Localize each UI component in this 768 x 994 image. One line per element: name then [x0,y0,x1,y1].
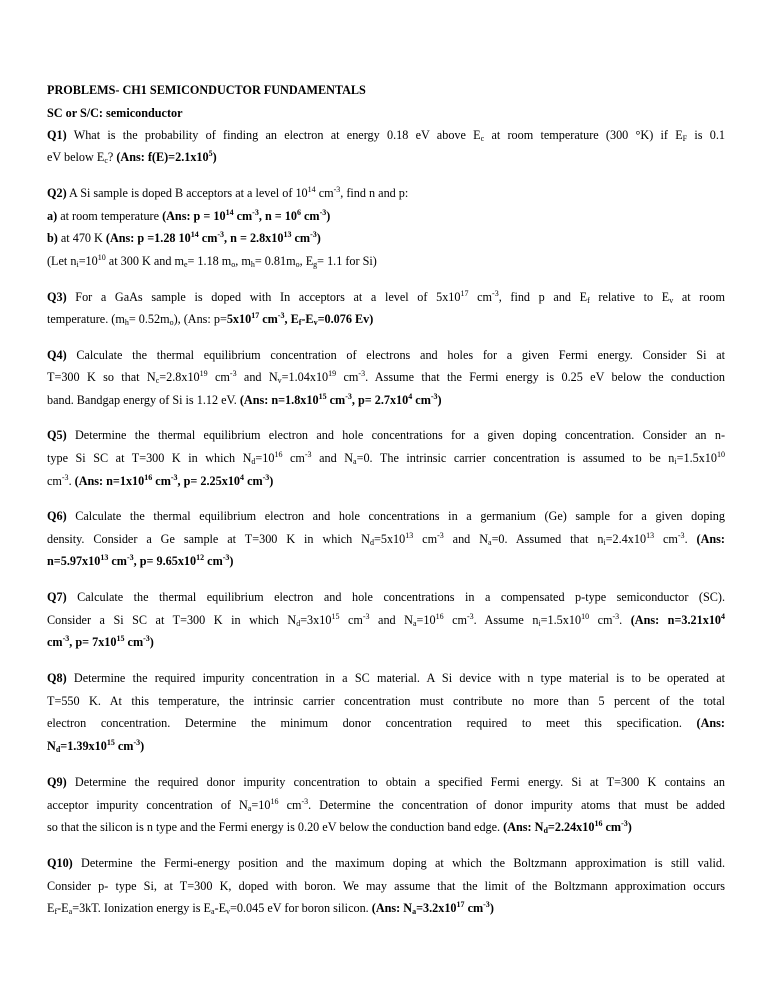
question-4-line-1: Q4) Calculate the thermal equilibrium concentration of electrons and holes for a given Fermi energy. Consider Si at [47,348,725,362]
question-5-line-3: $cm^{-3}$. (Ans: $n=1x10^{16}$ $cm^{-3}$, $p= 2.25x10^4$ $cm^{-3}$) [47,473,274,488]
question-10-line-1: Q10) Determine the Fermi-energy position and the maximum doping at which the Boltzmann approximation is still valid. [47,856,725,870]
question-1-line-1: Q1) What is the probability of finding an electron at energy 0.18 eV above $E_c$ at room temperature (300 °K) if $E_F$ is 0.1 [47,128,726,143]
question-8-line-2: T=550 K. At this temperature, the intrinsic carrier concentration must contribute no more than 5 percent of the total [47,694,725,708]
question-2-constants: (Let $n_i=10^{10}$ at 300 K and $m_e= 1.18$ $m_o$, $m_h= 0.81m_o$, $E_g= 1.1$ for Si) [47,253,377,269]
question-9-line-3: so that the silicon is n type and the Fermi energy is 0.20 eV below the conduction band edge. (Ans: $N_d=2.24x10^{16}$ $cm^{-3}$) [47,819,632,835]
question-6-line-1: Q6) Calculate the thermal equilibrium electron and hole concentrations in a germanium (Ge) sample for a given doping [47,509,725,523]
answer-5: (Ans: $n=1x10^{16}$ $cm^{-3}$, $p= 2.25x10^4$ $cm^{-3}$) [74,473,274,488]
answer-7: $cm^{-3}$, $p= 7x10^{15}$ $cm^{-3}$) [47,634,154,649]
question-9-line-1: Q9) Determine the required donor impurity concentration to obtain a specified Fermi energy. Si at T=300 K contains an [47,775,725,789]
question-8-answer [47,735,725,758]
question-10-line-3: $E_f-E_a=3kT$. Ionization energy is $E_a-E_v=0.045$ eV for boron silicon. (Ans: $N_a=3.2x10^{17}$ $cm^{-3}$) [47,900,494,916]
answer-9: (Ans: $N_d=2.24x10^{16}$ $cm^{-3}$) [503,819,632,835]
answer-8: $N_d=1.39x10^{15}$ $cm^{-3}$) [47,738,145,754]
question-10-line-2: Consider p- type Si, at T=300 K, doped with boron. We may assume that the limit of the Boltzmann approximation occurs [47,879,725,893]
answer-2b: (Ans: p =1.28 $10^{14}$ $cm^{-3}$, $n = 2.8x10^{13}$ $cm^{-3}$) [105,230,321,245]
answer-4: (Ans: $n=1.8x10^{15}$ $cm^{-3}$, $p= 2.7x10^4$ $cm^{-3}$) [239,392,442,407]
page-title: PROBLEMS- CH1 SEMICONDUCTOR FUNDAMENTALS [47,83,366,97]
question-2-line-1: Q2) A Si sample is doped B acceptors at a level of $10^{14}$ $cm^{-3}$, find n and p: [47,185,409,200]
question-4-line-3: band. Bandgap energy of Si is 1.12 eV. (Ans: $n=1.8x10^{15}$ $cm^{-3}$, $p= 2.7x10^4$ $cm^{-3}$) [47,392,442,407]
question-7-answer [47,631,725,654]
question-6-line-2: density. Consider a Ge sample at T=300 K in which $N_d=5x10^{13}$ $cm^{-3}$ and $N_a=0$. Assumed that $n_i=2.4x10^{13}$ $cm^{-3}$. (Ans: [47,531,725,547]
question-5-line-2: type Si SC at T=300 K in which $N_d=10^{16}$ $cm^{-3}$ and $N_a=0$. The intrinsic carrier concentration is assumed to be $n_i=1.5x10^{10}$ [47,450,725,466]
abbreviation-note: SC or S/C: semiconductor [47,106,183,120]
answer-10: (Ans: $N_a=3.2x10^{17}$ $cm^{-3}$) [371,900,494,916]
answer-3: $5x10^{17}$ $cm^{-3}$, $E_f-E_v=0.076$ Ev) [226,311,374,327]
answer-6: $n=5.97x10^{13}$ $cm^{-3}$, $p= 9.65x10^{12}$ $cm^{-3}$) [47,553,234,568]
question-4-line-2: T=300 K so that $N_c=2.8x10^{19}$ $cm^{-3}$ and $N_v=1.04x10^{19}$ $cm^{-3}$. Assume that the Fermi energy is 0.25 eV below the conduction [47,369,726,385]
question-8-line-3: electron concentration. Determine the minimum donor concentration required to meet this specification. (Ans: [47,716,725,730]
question-9-line-2: acceptor impurity concentration of $N_a=10^{16}$ $cm^{-3}$. Determine the concentration of donor impurity atoms that must be added [47,797,726,813]
question-3-line-2: temperature. $(m_h= 0.52m_o)$, (Ans: $p=5x10^{17}$ $cm^{-3}$, $E_f-E_v=0.076$ Ev) [47,311,374,327]
question-3-line-1: Q3) For a GaAs sample is doped with In acceptors at a level of $5x10^{17}$ $cm^{-3}$, find p and $E_f$ relative to $E_v$ at room [47,289,726,305]
question-2-part-a: a) at room temperature (Ans: $p = 10^{14}$ $cm^{-3}$, $n = 10^6$ $cm^{-3}$) [47,208,331,223]
answer-1: (Ans: $f(E)=2.1x10^5$) [116,149,217,164]
question-5-line-1: Q5) Determine the thermal equilibrium electron and hole concentrations for a given doping concentration. Consider an n- [47,428,725,442]
answer-2a: (Ans: $p = 10^{14}$ $cm^{-3}$, $n = 10^6$ $cm^{-3}$) [162,208,331,223]
question-6-answer [47,550,725,573]
question-7-line-1: Q7) Calculate the thermal equilibrium electron and hole concentrations in a compensated p-type semiconductor (SC). [47,590,725,604]
question-7-line-2: Consider a Si SC at T=300 K in which $N_d=3x10^{15}$ $cm^{-3}$ and $N_a=10^{16}$ $cm^{-3}$. Assume $n_i=1.5x10^{10}$ $cm^{-3}$. (Ans: $n=3.21x10^4$ [47,612,726,628]
question-2-part-b: b) at 470 K (Ans: p =1.28 $10^{14}$ $cm^{-3}$, $n = 2.8x10^{13}$ $cm^{-3}$) [47,230,321,245]
question-1-line-2: eV below $E_c$? (Ans: $f(E)=2.1x10^5$) [47,149,217,165]
question-8-line-1: Q8) Determine the required impurity concentration in a SC material. A Si device with n type material is to be operated at [47,671,725,685]
